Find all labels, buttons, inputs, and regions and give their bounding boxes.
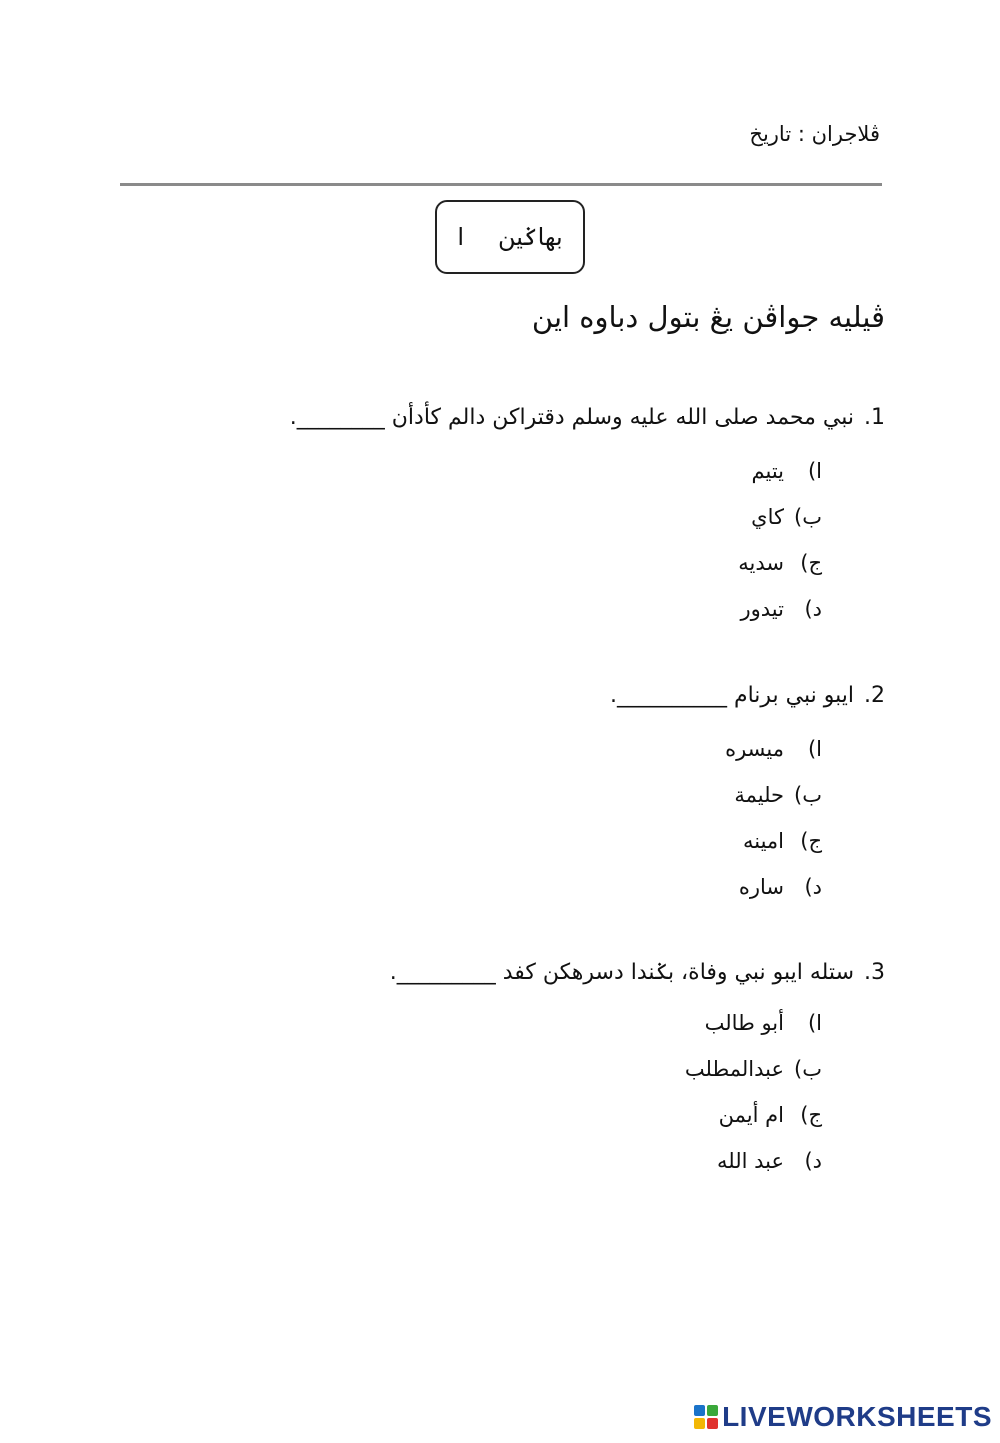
option-letter: د) <box>804 875 822 899</box>
option-letter: د) <box>804 597 822 621</box>
question-text: ستله ايبو نبي وفاة، بݢندا دسرهكن كفد _________. <box>389 960 854 985</box>
option-text: ساره <box>738 875 784 899</box>
option-text: امينه <box>742 829 784 853</box>
option-letter: ا) <box>807 737 822 761</box>
option-row[interactable] <box>738 448 822 494</box>
section-badge <box>435 200 585 274</box>
option-letter: ج) <box>800 1103 822 1127</box>
question-1-options <box>738 448 822 632</box>
option-text: ميسره <box>725 737 784 761</box>
option-letter: د) <box>804 1149 822 1173</box>
option-row[interactable] <box>685 1046 822 1092</box>
liveworksheets-logo-icon <box>694 1405 718 1429</box>
option-text: تيدور <box>740 597 784 621</box>
option-row[interactable] <box>738 586 822 632</box>
question-text: نبي محمد صلى الله عليه وسلم دقتراكن دالم كأدأن ________. <box>289 405 854 430</box>
option-letter: ا) <box>807 1011 822 1035</box>
option-text: ام أيمن <box>718 1103 784 1127</box>
question-number: 1. <box>864 405 885 430</box>
option-row[interactable] <box>685 1092 822 1138</box>
option-letter: ج) <box>800 551 822 575</box>
question-number: 3. <box>864 960 885 985</box>
option-letter: ا) <box>807 459 822 483</box>
option-row[interactable] <box>725 726 822 772</box>
option-text: حليمة <box>734 783 784 807</box>
header-divider <box>120 183 882 186</box>
section-label: بهاݢين <box>498 223 563 251</box>
section-number: ا <box>457 223 465 251</box>
option-letter: ب) <box>794 1057 822 1081</box>
option-row[interactable] <box>725 864 822 910</box>
option-text: عبد الله <box>716 1149 784 1173</box>
option-row[interactable] <box>738 540 822 586</box>
question-text: ايبو نبي برنام __________. <box>609 683 854 708</box>
option-row[interactable] <box>725 818 822 864</box>
brand-name: LIVEWORKSHEETS <box>722 1401 992 1432</box>
option-letter: ج) <box>800 829 822 853</box>
option-row[interactable] <box>725 772 822 818</box>
option-text: يتيم <box>751 459 784 483</box>
option-row[interactable] <box>738 494 822 540</box>
liveworksheets-brand[interactable] <box>694 1401 992 1433</box>
option-row[interactable] <box>685 1138 822 1184</box>
option-letter: ب) <box>794 783 822 807</box>
option-text: أبو طالب <box>704 1011 784 1035</box>
subject-header: ڤلاجران : تاريخ <box>749 122 880 146</box>
question-2 <box>610 683 885 708</box>
question-3-options <box>685 1000 822 1184</box>
option-text: كاي <box>751 505 784 529</box>
question-2-options <box>725 726 822 910</box>
instruction-text: ڤيليه جواڤن يڠ بتول دباوه اين <box>531 300 885 334</box>
option-row[interactable] <box>685 1000 822 1046</box>
question-1 <box>290 405 885 430</box>
option-letter: ب) <box>794 505 822 529</box>
question-number: 2. <box>864 683 885 708</box>
option-text: عبدالمطلب <box>684 1057 784 1081</box>
option-text: سديه <box>738 551 784 575</box>
question-3 <box>390 960 885 985</box>
